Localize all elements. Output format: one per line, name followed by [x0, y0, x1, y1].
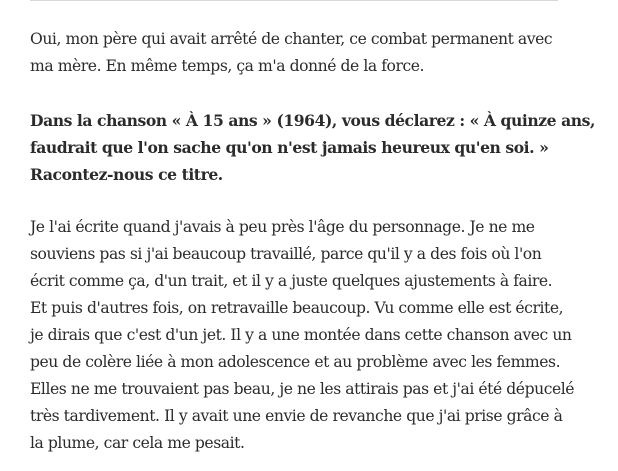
interview-question	[30, 107, 595, 188]
text-line: je dirais que c'est d'un jet. Il y a une montée dans cette chanson avec un	[30, 326, 572, 344]
text-line: faudrait que l'on sache qu'on n'est jamais heureux qu'en soi. »	[30, 138, 549, 157]
text-line: la plume, car cela me pesait.	[30, 434, 245, 452]
top-divider	[30, 0, 558, 1]
text-line: Elles ne me trouvaient pas beau, je ne les attirais pas et j'ai été dépucelé	[30, 380, 575, 398]
text-line: Dans la chanson « À 15 ans » (1964), vous déclarez : « À quinze ans,	[30, 111, 595, 130]
text-line: très tardivement. Il y avait une envie de revanche que j'ai prise grâce à	[30, 407, 563, 425]
text-line: souviens pas si j'ai beaucoup travaillé, parce qu'il y a des fois où l'on	[30, 245, 542, 263]
text-line: écrit comme ça, d'un trait, et il y a juste quelques ajustements à faire.	[30, 272, 553, 290]
answer-paragraph-2	[30, 214, 575, 457]
text-line: peu de colère liée à mon adolescence et au problème avec les femmes.	[30, 353, 561, 371]
text-line: ma mère. En même temps, ça m'a donné de la force.	[30, 57, 425, 75]
text-line: Je l'ai écrite quand j'avais à peu près l'âge du personnage. Je ne me	[30, 218, 535, 236]
article-body	[30, 26, 595, 457]
answer-paragraph-1	[30, 26, 570, 80]
text-line: Oui, mon père qui avait arrêté de chanter, ce combat permanent avec	[30, 30, 553, 48]
text-line: Racontez-nous ce titre.	[30, 165, 223, 184]
text-line: Et puis d'autres fois, on retravaille beaucoup. Vu comme elle est écrite,	[30, 299, 564, 317]
